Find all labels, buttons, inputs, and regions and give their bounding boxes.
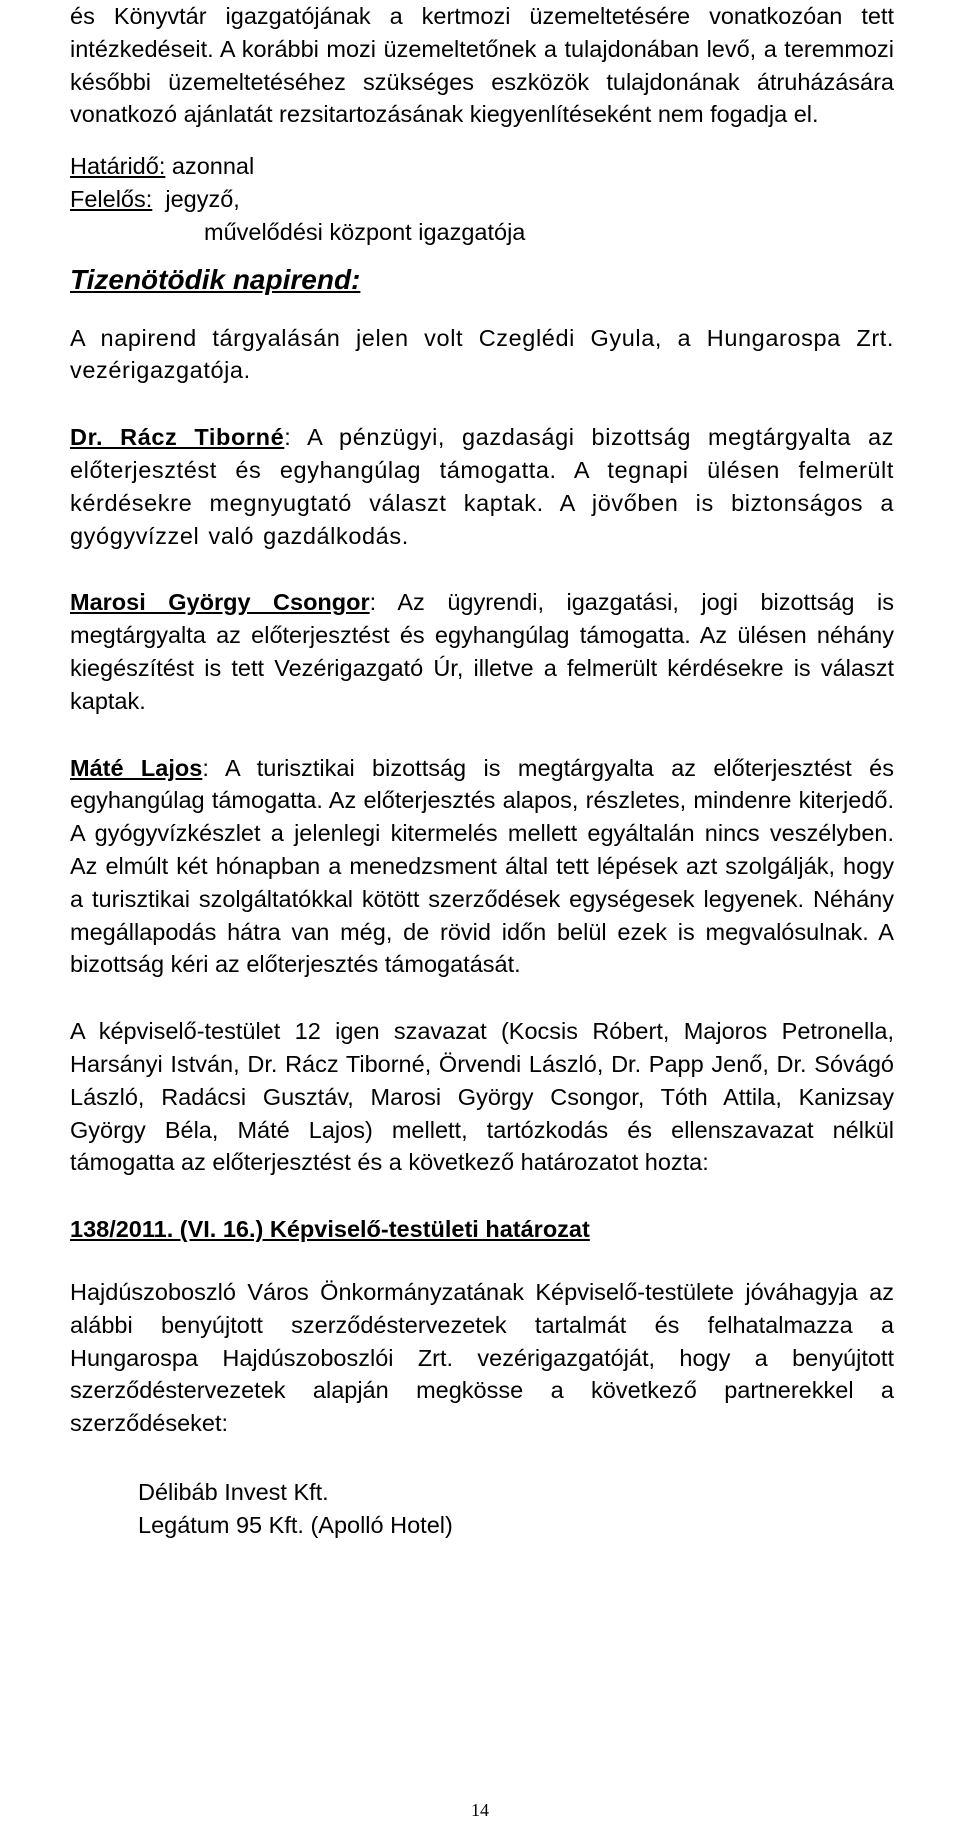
deadline-block [70,150,894,248]
responsible-value-2: művelődési központ igazgatója [204,218,526,245]
statement-rácz [70,421,894,552]
deadline-line [70,150,894,183]
page-number: 14 [471,1800,489,1820]
partner-item: Délibáb Invest Kft. [138,1478,329,1505]
intro-paragraph: és Könyvtár igazgatójának a kertmozi üzemeltetésére vonatkozóan tett intézkedéseit. A korábbi mozi üzemeltetőnek a tulajdonában levő, a teremmozi későbbi üzemeltetéséhez szükséges eszközök tulajdonának átruházására vonatkozó ajánlatát rezsitartozásának kiegyenlítéseként nem fogadja el. [70,3,894,128]
partner-item: Legátum 95 Kft. (Apolló Hotel) [138,1511,453,1538]
speaker-name: Marosi György Csongor [70,589,370,616]
vote-paragraph: A képviselő-testület 12 igen szavazat (Kocsis Róbert, Majoros Petronella, Harsányi István, Dr. Rácz Tiborné, Örvendi László, Dr. Papp Jenő, Dr. Sóvágó László, Radácsi Gusztáv, Marosi György Csongor, Tóth Attila, Kanizsay György Béla, Máté Lajos) mellett, tartózkodás és ellenszavazat nélkül támogatta az előterjesztést és a következő határozatot hozta: [70,1018,894,1176]
statement-text: : A turisztikai bizottság is megtárgyalta az előterjesztést és egyhangúlag támogatta. Az előterjesztés alapos, részletes, mindenre kiterjedő. A gyógyvízkészlet a jelenlegi kitermelés mellett egyáltalán nincs veszélyben. Az elmúlt két hónapban a menedzsment által tett lépések azt szolgálják, hogy a turisztikai szolgáltatókkal kötött szerződések egységesek legyenek. Néhány megállapodás hátra van még, de rövid időn belül ezek is megvalósulnak. A bizottság kéri az előterjesztés támogatását. [70,754,895,978]
statement-máté [70,752,894,982]
attendance-paragraph: A napirend tárgyalásán jelen volt Czeglédi Gyula, a Hungarospa Zrt. vezérigazgatója. [70,324,894,384]
deadline-label: Határidő: [70,153,166,180]
statement-text: : Az ügyrendi, igazgatási, jogi bizottság is megtárgyalta az előterjesztést és egyhangúlag támogatta. Az ülésen néhány kiegészítést is tett Vezérigazgató Úr, illetve a felmerült kérdésekre is választ kaptak. [70,589,894,714]
section-title: Tizenötödik napirend: [70,263,361,295]
deadline-value: azonnal [171,153,255,180]
responsible-value-1: jegyző, [165,185,240,212]
resolution-block [70,1213,894,1541]
partner-list [70,1476,894,1542]
document-page [70,0,894,1838]
statement-marosi [70,586,894,717]
resolution-text: Hajdúszoboszló Város Önkormányzatának Képviselő-testülete jóváhagyja az alábbi benyújtott szerződéstervezetek tartalmát és felhatalmazza a Hungarospa Hajdúszoboszlói Zrt. vezérigazgatóját, hogy a benyújtott szerződéstervezetek alapján megkösse a következő partnerekkel a szerződéseket: [70,1278,894,1437]
speaker-name: Máté Lajos [70,754,203,781]
responsible-line [70,183,894,216]
responsible-label: Felelős: [70,185,153,212]
speaker-name: Dr. Rácz Tiborné [70,424,285,451]
statement-text: : A pénzügyi, gazdasági bizottság megtárgyalta az előterjesztést és egyhangúlag támogatta. A tegnapi ülésen felmerült kérdésekre megnyugtató választ kaptak. A jövőben is biztonságos a gyógyvízzel való gazdálkodás. [70,424,894,549]
resolution-title: 138/2011. (VI. 16.) Képviselő-testületi határozat [70,1216,590,1243]
